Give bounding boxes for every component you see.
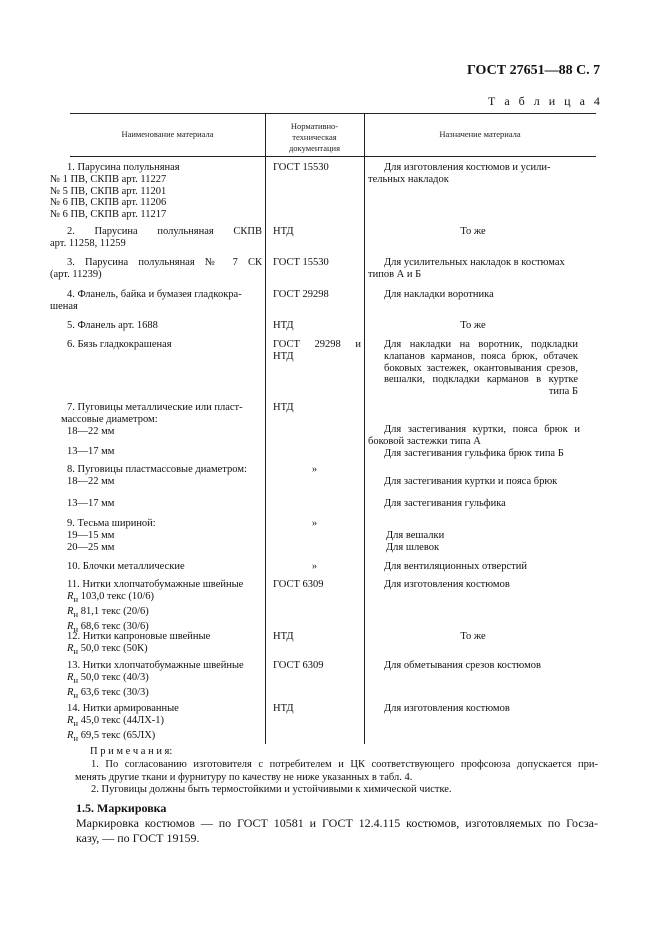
- name-line: 2. Парусина полульняная СКПВ: [67, 226, 262, 237]
- name-line: 13. Нитки хлопчатобумажные швейные: [67, 660, 244, 671]
- purpose-line: Для шлевок: [386, 541, 440, 553]
- name-line: 7. Пуговицы металлические или пласт-: [67, 402, 243, 413]
- purpose-line: Для усилительных накладок в костюмах: [384, 257, 565, 268]
- purpose-line: Для застегивания куртки, пояса брюк и: [384, 424, 580, 435]
- r-sub: н: [73, 674, 79, 685]
- table-row-12-purpose: То же: [460, 631, 486, 642]
- r-symbol: R: [67, 590, 74, 602]
- r-sub: н: [73, 623, 79, 634]
- name-line: 18—22 мм: [67, 425, 115, 437]
- purpose-line: боковой застежки типа А: [368, 435, 481, 447]
- name-line: арт. 11258, 11259: [50, 237, 126, 249]
- table-row-10-ntd: »: [311, 561, 318, 572]
- name-line: 103,0 текс (10/6): [80, 590, 155, 602]
- name-line: 12. Нитки капроновые швейные: [67, 631, 211, 642]
- notes-title: П р и м е ч а н и я:: [90, 746, 173, 757]
- note-line: 2. Пуговицы должны быть термостойкими и устойчивыми к химической чистке.: [91, 784, 452, 795]
- purpose-line: боковых застежек, окантовывания срезов,: [384, 362, 578, 374]
- table-row-4-name: [50, 289, 262, 313]
- table-top-rule: [70, 113, 596, 114]
- name-line: шеная: [50, 300, 78, 312]
- column-header-name: Наименование материала: [121, 129, 214, 139]
- name-line: 81,1 текс (20/6): [80, 605, 149, 617]
- table-row-9-purpose: [386, 530, 444, 554]
- table-row-13-purpose: Для обметывания срезов костюмов: [384, 660, 541, 671]
- table-row-8-name: [50, 464, 264, 509]
- name-line: 18—22 мм: [67, 475, 115, 487]
- notes-body: [75, 759, 598, 797]
- r-symbol: R: [67, 671, 74, 683]
- r-symbol: R: [67, 642, 74, 654]
- table-caption: Т а б л и ц а 4: [488, 94, 603, 108]
- table-row-9-ntd: »: [311, 518, 318, 529]
- name-line: 3. Парусина полульняная № 7 СК: [67, 257, 262, 268]
- ntd-line: НТД: [273, 350, 294, 362]
- table-row-13-name: [50, 660, 262, 702]
- table-row-2-name: [50, 226, 262, 250]
- section-title: 1.5. Маркировка: [76, 801, 167, 815]
- name-line: 45,0 текс (44ЛХ-1): [80, 714, 165, 726]
- name-line: № 5 ПВ, СКПВ арт. 11201: [50, 185, 167, 197]
- table-row-5-purpose: То же: [460, 320, 486, 331]
- column-header-purpose: Назначение материала: [439, 129, 521, 139]
- table-row-7-ntd: НТД: [273, 402, 294, 413]
- table-header-rule: [70, 156, 596, 157]
- column-header-ntd-line: Нормативно-: [290, 121, 339, 131]
- table-row-14-ntd: НТД: [273, 703, 294, 714]
- column-header-ntd: [265, 121, 364, 154]
- name-line: 13—17 мм: [67, 446, 115, 458]
- r-sub: н: [73, 608, 79, 619]
- purpose-line: типа Б: [548, 386, 578, 398]
- name-line: 9. Тесьма шириной:: [67, 518, 156, 529]
- r-sub: н: [73, 593, 79, 604]
- table-row-5-name: 5. Фланель арт. 1688: [67, 320, 158, 331]
- purpose-line: Для накладки на воротник, подкладки: [384, 339, 578, 350]
- table-row-11-name: [50, 579, 262, 635]
- column-header-ntd-line: техническая: [292, 132, 337, 142]
- table-row-3-purpose: [368, 257, 580, 281]
- table-row-8-ntd: »: [311, 464, 318, 475]
- table-row-6-name: 6. Бязь гладкокрашеная: [67, 339, 172, 350]
- table-row-6-ntd: [273, 339, 361, 363]
- note-line: менять другие ткани и фурнитуру по качеству не ниже указанных в табл. 4.: [75, 771, 413, 783]
- table-row-12-name: [50, 631, 262, 658]
- name-line: 50,0 текс (40/3): [80, 671, 149, 683]
- table-row-1-name: [50, 162, 262, 221]
- r-sub: н: [73, 689, 79, 700]
- table-row-7-purpose: [368, 424, 580, 459]
- name-line: 63,6 текс (30/3): [80, 686, 149, 698]
- table-row-10-name: 10. Блочки металлические: [67, 561, 185, 572]
- table-row-8-purpose: [384, 476, 557, 510]
- table-row-2-ntd: НТД: [273, 226, 294, 237]
- table-row-11-ntd: ГОСТ 6309: [273, 579, 324, 590]
- purpose-line: Для застегивания гульфика брюк типа Б: [384, 447, 564, 459]
- table-row-12-ntd: НТД: [273, 631, 294, 642]
- name-line: 8. Пуговицы пластмассовые диаметром:: [67, 464, 247, 475]
- name-line: 11. Нитки хлопчатобумажные швейные: [67, 579, 244, 590]
- r-symbol: R: [67, 714, 74, 726]
- purpose-line: вешалки, подкладки карманов в куртке: [384, 374, 578, 386]
- column-header-ntd-line: документация: [288, 143, 341, 153]
- purpose-line: Для застегивания гульфика: [384, 497, 506, 509]
- table-row-13-ntd: ГОСТ 6309: [273, 660, 324, 671]
- note-line: 1. По согласованию изготовителя с потребителем и ЦК соответствующего профсоюза допускается при-: [91, 759, 598, 770]
- name-line: 4. Фланель, байка и бумазея гладкокра-: [67, 289, 242, 300]
- ntd-line: ГОСТ 29298 и: [273, 339, 361, 350]
- table-row-10-purpose: Для вентиляционных отверстий: [384, 561, 527, 572]
- name-line: 68,6 текс (30/6): [80, 620, 149, 632]
- table-row-9-name: [50, 518, 262, 553]
- purpose-line: Для изготовления костюмов и усили-: [384, 162, 551, 173]
- table-row-4-ntd: ГОСТ 29298: [273, 289, 329, 300]
- name-line: 20—25 мм: [67, 541, 115, 553]
- r-symbol: R: [67, 729, 74, 741]
- table-row-3-name: [50, 257, 262, 281]
- paragraph-line: Маркировка костюмов — по ГОСТ 10581 и ГОСТ 12.4.115 костюмов, изготовляемых по Госза-: [76, 816, 598, 830]
- r-symbol: R: [67, 620, 74, 632]
- name-line: 14. Нитки армированные: [67, 703, 179, 714]
- table-row-14-purpose: Для изготовления костюмов: [384, 703, 510, 714]
- purpose-line: тельных накладок: [368, 173, 449, 185]
- column-divider-2: [364, 113, 365, 744]
- name-line: массовые диаметром:: [61, 413, 158, 425]
- name-line: № 6 ПВ, СКПВ арт. 11206: [50, 197, 167, 209]
- table-row-3-ntd: ГОСТ 15530: [273, 257, 329, 268]
- name-line: 1. Парусина полульняная: [67, 162, 180, 173]
- table-row-1-purpose: [368, 162, 578, 186]
- table-row-5-ntd: НТД: [273, 320, 294, 331]
- name-line: (арт. 11239): [50, 268, 102, 280]
- r-symbol: R: [67, 605, 74, 617]
- paragraph-line: казу, — по ГОСТ 19159.: [76, 831, 200, 845]
- purpose-line: типов А и Б: [368, 268, 422, 280]
- r-sub: н: [73, 717, 79, 728]
- name-line: 19—15 мм: [67, 529, 115, 541]
- page-header: ГОСТ 27651—88 С. 7: [467, 63, 601, 78]
- table-row-1-ntd: ГОСТ 15530: [273, 162, 329, 173]
- table-row-14-name: [50, 703, 262, 745]
- column-divider-1: [265, 113, 266, 744]
- name-line: № 6 ПВ, СКПВ арт. 11217: [50, 209, 167, 221]
- table-row-2-purpose: То же: [460, 226, 486, 237]
- purpose-line: Для вешалки: [386, 530, 445, 541]
- name-line: 13—17 мм: [67, 497, 115, 509]
- name-line: 69,5 текс (65ЛХ): [80, 729, 156, 741]
- r-sub: н: [73, 732, 79, 743]
- name-line: 50,0 текс (50К): [80, 642, 148, 654]
- name-line: № 1 ПВ, СКПВ арт. 11227: [50, 173, 167, 185]
- table-row-6-purpose: [384, 339, 578, 398]
- table-row-7-name: [50, 402, 262, 458]
- table-row-4-purpose: Для накладки воротника: [384, 289, 494, 300]
- r-symbol: R: [67, 686, 74, 698]
- purpose-line: клапанов карманов, пояса брюк, обтачек: [384, 350, 578, 362]
- section-paragraph: [76, 816, 598, 846]
- table-row-11-purpose: Для изготовления костюмов: [384, 579, 510, 590]
- purpose-line: Для застегивания куртки и пояса брюк: [384, 476, 558, 487]
- r-sub: н: [73, 645, 79, 656]
